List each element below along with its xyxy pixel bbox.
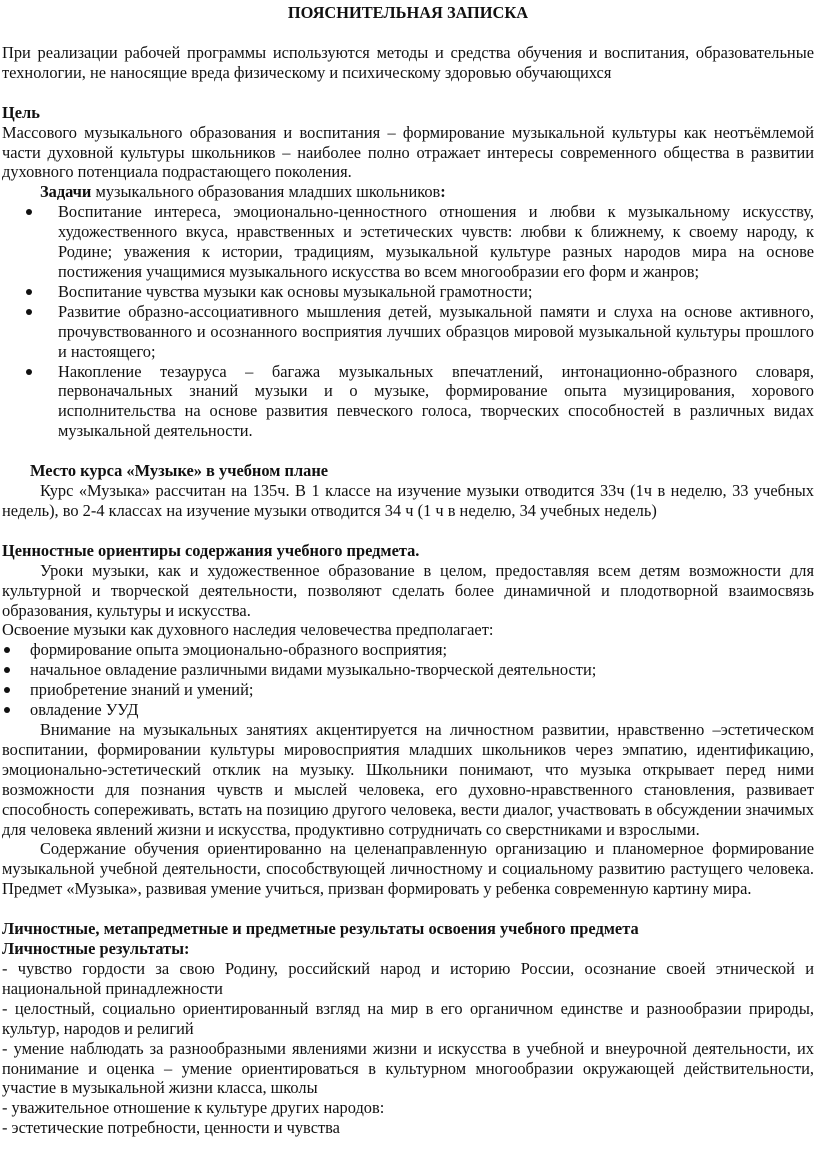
- list-item: овладение УУД: [30, 700, 814, 720]
- result-item: - уважительное отношение к культуре других народов:: [2, 1098, 385, 1118]
- values-paragraph-3: Внимание на музыкальных занятиях акцентируется на личностном развитии, нравственно –эстетическом воспитании, формировании культуры мировосприятия младших школьников через эмпатию, идентификацию, эмоционально-эстетический отклик на музыку. Школьники понимают, что музыка открывает перед ними возможности для познания чувств и мыслей человека, его духовно-нравственного становления, развивает способность сопереживать, встать на позицию другого человека, вести диалог, участвовать в обсуждении значимых для человека явлений жизни и искусства, продуктивно сотрудничать со сверстниками и взрослыми.: [2, 720, 814, 839]
- place-heading: Место курса «Музыке» в учебном плане: [30, 461, 329, 481]
- list-item: формирование опыта эмоционально-образного восприятия;: [30, 640, 814, 660]
- tasks-heading: [2, 182, 814, 202]
- values-heading: Ценностные ориентиры содержания учебного предмета.: [2, 540, 420, 560]
- tasks-heading-colon: :: [440, 182, 446, 202]
- values-list: [2, 640, 814, 720]
- tasks-heading-bold: Задачи: [40, 182, 92, 202]
- tasks-list: [2, 202, 814, 441]
- values-paragraph-4: Содержание обучения ориентированно на целенаправленную организацию и планомерное формирование музыкальной учебной деятельности, способствующей личностному и социальному развитию растущего человека. Предмет «Музыка», развивая умение учиться, призван формировать у ребенка современную картину мира.: [2, 839, 814, 899]
- results-heading: Личностные, метапредметные и предметные результаты освоения учебного предмета: [2, 919, 639, 939]
- list-item: Развитие образно-ассоциативного мышления детей, музыкальной памяти и слуха на основе активного, прочувствованного и осознанного восприятия лучших образцов мировой музыкальной культуры прошлого и настоящего;: [58, 301, 814, 361]
- page-title: ПОЯСНИТЕЛЬНАЯ ЗАПИСКА: [287, 3, 529, 22]
- place-paragraph: Курс «Музыка» рассчитан на 135ч. В 1 классе на изучение музыки отводится 33ч (1ч в неделю, 33 учебных недель), во 2-4 классах на изучение музыки отводится 34 ч (1 ч в неделю, 34 учебных недель): [2, 481, 814, 520]
- list-item: начальное овладение различными видами музыкально-творческой деятельности;: [30, 660, 814, 680]
- goal-paragraph: Массового музыкального образования и воспитания – формирование музыкальной культуры как неотъёмлемой части духовной культуры школьников – наиболее полно отражает интересы современного общества в развитии духовного потенциала подрастающего поколения.: [2, 122, 814, 182]
- goal-heading: Цель: [2, 102, 40, 122]
- intro-paragraph: При реализации рабочей программы используются методы и средства обучения и воспитания, образовательные технологии, не наносящие вреда физическому и психическому здоровью обучающихся: [2, 42, 814, 82]
- tasks-heading-rest: музыкального образования младших школьников: [91, 182, 441, 202]
- list-item: Воспитание интереса, эмоционально-ценностного отношения и любви к музыкальному искусству, художественного вкуса, нравственных и эстетических чувств: любви к ближнему, к своему народу, к Родине; уважения к истории, традициям, музыкальной культуре разных народов мира на основе постижения учащимися музыкального искусства во всем многообразии его форм и жанров;: [58, 202, 814, 281]
- list-item: Накопление тезауруса – багажа музыкальных впечатлений, интонационно-образного словаря, первоначальных знаний музыки и о музыке, формирование опыта музицирования, хорового исполнительства на основе развития певческого голоса, творческих способностей в различных видах музыкальной деятельности.: [58, 361, 814, 441]
- list-item: приобретение знаний и умений;: [30, 680, 814, 700]
- values-paragraph-1: Уроки музыки, как и художественное образование в целом, предоставляя всем детям возможности для культурной и творческой деятельности, позволяют сделать более динамичной и плодотворной взаимосвязь образования, культуры и искусства.: [2, 560, 814, 620]
- list-item: Воспитание чувства музыки как основы музыкальной грамотности;: [58, 282, 814, 302]
- result-item: - умение наблюдать за разнообразными явлениями жизни и искусства в учебной и внеурочной деятельности, их понимание и оценка – умение ориентироваться в культурном многообразии окружающей действительности, участие в музыкальной жизни класса, школы: [2, 1038, 814, 1098]
- results-subheading: Личностные результаты:: [2, 939, 190, 959]
- document-page: [2, 3, 814, 1138]
- result-item: - эстетические потребности, ценности и чувства: [2, 1118, 340, 1138]
- result-item: - целостный, социально ориентированный взгляд на мир в его органичном единстве и разнообразии природы, культур, народов и религий: [2, 998, 814, 1038]
- result-item: - чувство гордости за свою Родину, российский народ и историю России, осознание своей этнической и национальной принадлежности: [2, 958, 814, 998]
- values-paragraph-2: Освоение музыки как духовного наследия человечества предполагает:: [2, 620, 494, 640]
